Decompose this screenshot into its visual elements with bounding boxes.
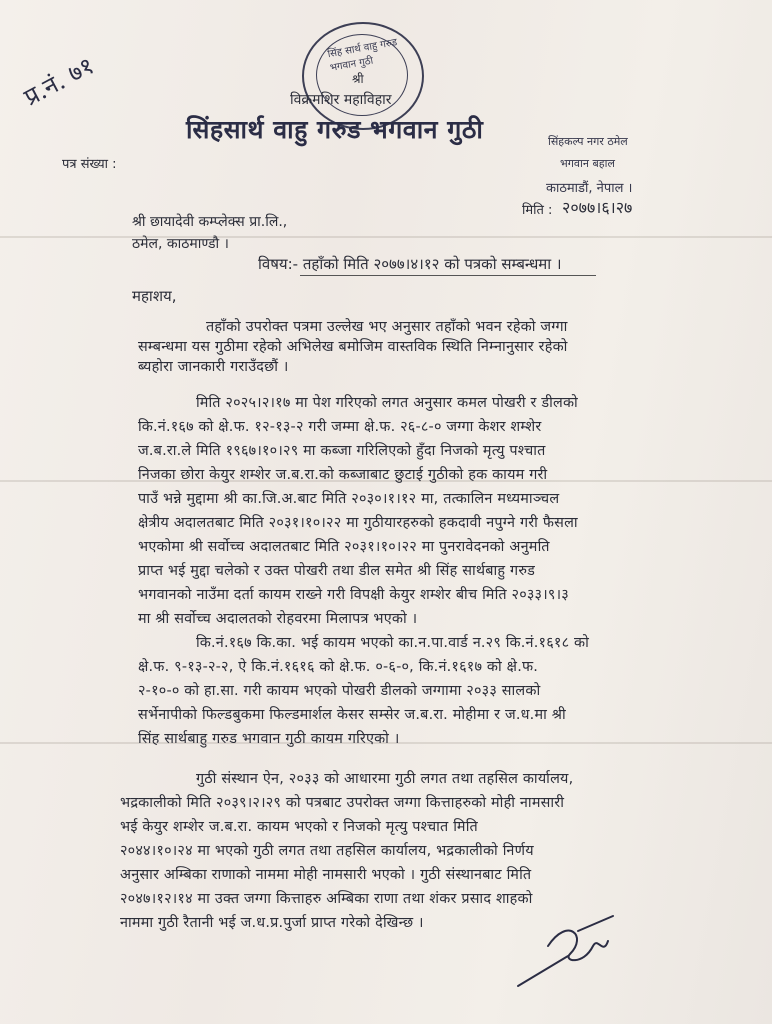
paragraph-2-line: मिति २०२५।२।१७ मा पेश गरिएको लगत अनुसार कमल पोखरी र डीलको (196, 395, 578, 411)
seal-ring-text: सिंह सार्थ वाहु गरुड भगवान गुठी (326, 37, 399, 74)
paragraph-2-line: पाउँ भन्ने मुद्दामा श्री का.जि.अ.बाट मिति २०३०।१।१२ मा, तत्कालिन मध्यमाञ्चल (138, 491, 560, 507)
paragraph-4-line: २०४४।१०।२४ मा भएको गुठी लगत तथा तहसिल कार्यालय, भद्रकालीको निर्णय (120, 843, 534, 859)
paragraph-3-line: २-१०-० को हा.सा. गरी कायम भएको पोखरी डीलको जग्गामा २०३३ सालको (138, 683, 541, 699)
address-line: काठमाडौं, नेपाल । (546, 181, 633, 196)
paragraph-4-line: अनुसार अम्बिका राणाको नाममा मोही नामसारी भएको । गुठी संस्थानबाट मिति (120, 867, 532, 883)
paragraph-4-line: नाममा गुठी रैतानी भई ज.ध.प्र.पुर्जा प्राप्त गरेको देखिन्छ । (120, 915, 424, 931)
paragraph-2-line: क्षेत्रीय अदालतबाट मिति २०३१।१०।२२ मा गुठीयारहरुको हकदावी नपुग्ने गरी फैसला (138, 515, 578, 531)
paragraph-2-line: भगवानको नाउँमा दर्ता कायम राख्ने गरी विपक्षी केयुर शम्शेर बीच मिति २०३३।९।३ (138, 587, 569, 603)
paragraph-3-line: सिंह सार्थबाहु गरुड भगवान गुठी कायम गरिएको । (138, 731, 400, 747)
paragraph-1-line: सम्बन्धमा यस गुठीमा रहेको अभिलेख बमोजिम वास्तविक स्थिति निम्नानुसार रहेको (138, 339, 568, 355)
salutation: महाशय, (132, 287, 177, 305)
recipient-address: ठमेल, काठमाण्डौ । (132, 236, 229, 252)
reference-number-handwritten: प्र.नं. ७१ (19, 51, 99, 112)
paragraph-2-line: कि.नं.१६७ को क्षे.फ. १२-१३-२ गरी जम्मा क्षे.फ. २६-८-० जग्गा केशर शम्शेर (138, 419, 542, 435)
reference-number-label: पत्र संख्या : (62, 157, 117, 172)
address-line: सिंहकल्प नगर ठमेल (548, 135, 628, 148)
paragraph-2-line: भएकोमा श्री सर्वोच्च अदालतबाट मिति २०३१।१०।२२ मा पुनरावेदनको अनुमति (138, 539, 550, 555)
paragraph-4-line: भई केयुर शम्शेर ज.ब.रा. कायम भएको र निजको मृत्यु पश्चात मिति (120, 819, 478, 835)
address-line: भगवान बहाल (560, 157, 615, 170)
date-label: मिति : (522, 203, 553, 218)
paragraph-3-line: सर्भेनापीको फिल्डबुकमा फिल्डमार्शल केसर सम्सेर ज.ब.रा. मोहीमा र ज.ध.मा श्री (138, 707, 566, 723)
paragraph-3-line: कि.नं.१६७ कि.का. भई कायम भएको का.न.पा.वार्ड न.२९ कि.नं.१६१८ को (196, 635, 590, 651)
paragraph-4-line: २०४७।१२।१४ मा उक्त जग्गा कित्ताहरु अम्बिका राणा तथा शंकर प्रसाद शाहको (120, 891, 533, 907)
paragraph-2-line: मा श्री सर्वोच्च अदालतको रोहवरमा मिलापत्र भएको । (138, 611, 418, 627)
paragraph-2-line: प्राप्त भई मुद्दा चलेको र उक्त पोखरी तथा डील समेत श्री सिंह सार्थबाहु गरुड (138, 563, 536, 579)
seal-center-text: श्री (352, 72, 364, 86)
org-subtitle: विक्रमशिर महाविहार (290, 92, 392, 108)
paragraph-2-line: निजका छोरा केयुर शम्शेर ज.ब.रा.को कब्जाबाट छुटाई गुठीको हक कायम गरी (138, 467, 548, 483)
paragraph-1-line: तहाँको उपरोक्त पत्रमा उल्लेख भए अनुसार तहाँको भवन रहेको जग्गा (206, 319, 568, 335)
paper-fold (0, 236, 772, 238)
date-value: २०७७।६।२७ (562, 198, 633, 217)
paragraph-4-line: भद्रकालीको मिति २०३९।२।२९ को पत्रबाट उपरोक्त जग्गा कित्ताहरुको मोही नामसारी (120, 795, 565, 811)
subject-underline (300, 275, 596, 276)
paragraph-2-line: ज.ब.रा.ले मिति १९६७।१०।२९ मा कब्जा गरिलिएको हुँदा निजको मृत्यु पश्चात (138, 443, 546, 459)
handwritten-signature (508, 906, 628, 996)
paragraph-4-line: गुठी संस्थान ऐन, २०३३ को आधारमा गुठी लगत तथा तहसिल कार्यालय, (196, 771, 574, 787)
subject-line: विषय:- तहाँको मिति २०७७।४।१२ को पत्रको सम्बन्धमा । (258, 255, 562, 273)
paragraph-3-line: क्षे.फ. ९-१३-२-२, ऐ कि.नं.१६१६ को क्षे.फ. ०-६-०, कि.नं.१६१७ को क्षे.फ. (138, 659, 539, 675)
org-title: सिंहसार्थ वाहु गरुड भगवान गुठी (186, 115, 484, 144)
paragraph-1-line: ब्यहोरा जानकारी गराउँदछौं । (138, 359, 289, 375)
recipient-name: श्री छायादेवी कम्प्लेक्स प्रा.लि., (132, 214, 288, 230)
